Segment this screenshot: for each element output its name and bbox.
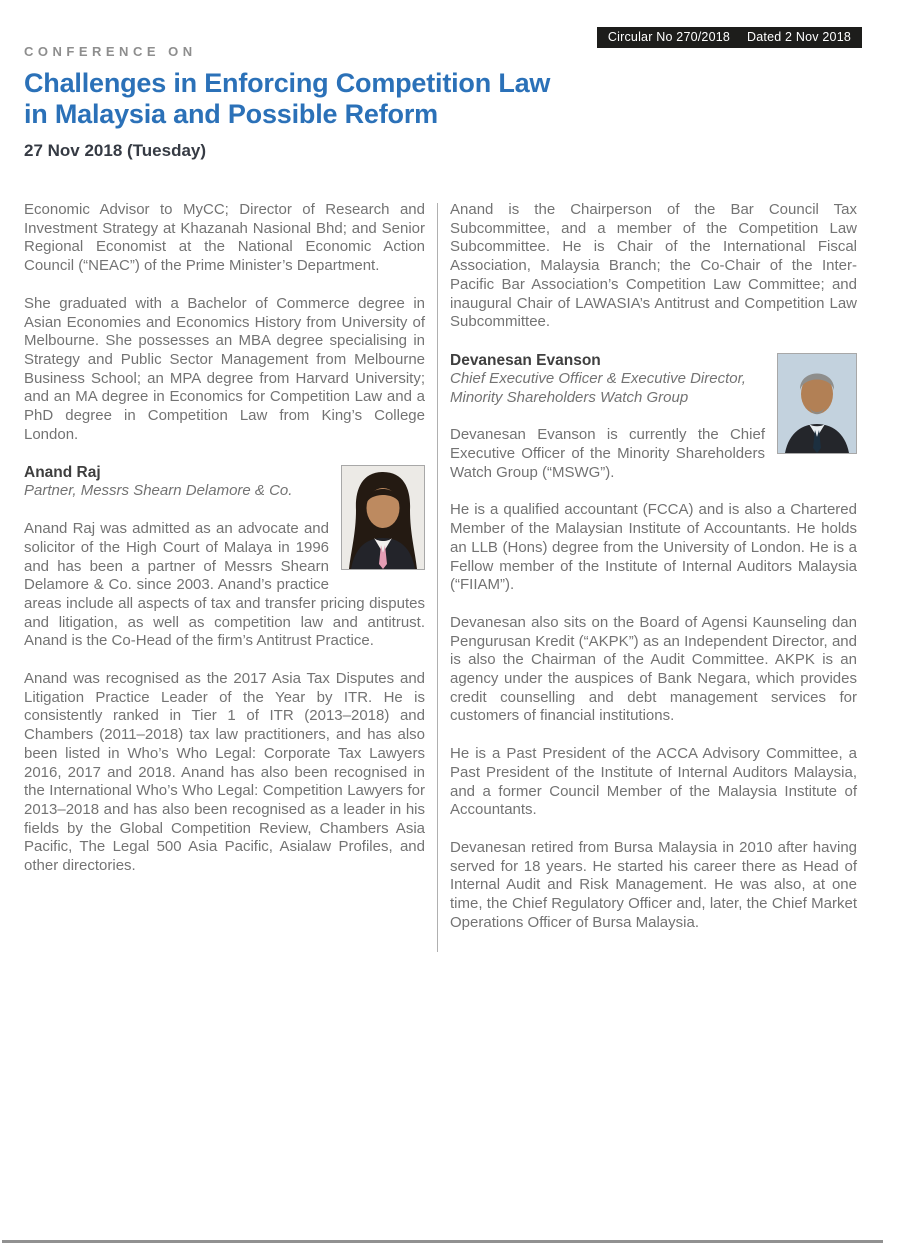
speaker-anand-raj: [24, 463, 425, 875]
portrait-illustration: [342, 466, 424, 569]
bio-paragraph: Devanesan Evanson is currently the Chief Executive Officer of the Minority Shareholders Watch Group (“MSWG”).: [450, 426, 765, 481]
conference-date: 27 Nov 2018 (Tuesday): [24, 140, 207, 160]
title-line-1: Challenges in Enforcing Competition Law: [24, 68, 551, 98]
portrait-illustration: [778, 354, 856, 453]
speaker-role-line-2: Minority Shareholders Watch Group: [450, 388, 689, 406]
bio-paragraph: He is a Past President of the ACCA Advisory Committee, a Past President of the Institute of Internal Auditors Malaysia, and a former Council Member of the Malaysia Institute of Accountants.: [450, 745, 857, 819]
column-divider: [437, 203, 438, 952]
anand-raj-photo: [341, 465, 425, 570]
speaker-devanesan-evanson: [450, 351, 857, 933]
circular-number: Circular No 270/2018: [607, 30, 731, 44]
conference-title: [24, 68, 604, 131]
bio-paragraph: He is a qualified accountant (FCCA) and is also a Chartered Member of the Malaysian Institute of Accountants. He holds an LLB (Hons) degree from the University of London. He is a Fellow member of the Institute of Internal Auditors Malaysia (“FIIAM”).: [450, 501, 857, 594]
bio-paragraph: Anand was recognised as the 2017 Asia Tax Disputes and Litigation Practice Leader of the Year by ITR. He is consistently ranked in Tier 1 of ITR (2013–2018) and Chambers (2011–2018) tax law practitioners, and has also been listed in Who’s Who Legal: Corporate Tax Lawyers 2016, 2017 and 2018. Anand has also been recognised in the International Who’s Who Legal: Competition Lawyers for 2013–2018 and has also been recognised as a leader in his fields by the Global Competition Review, Chambers Asia Pacific, The Legal 500 Asia Pacific, Asialaw Profiles, and other directories.: [24, 670, 425, 875]
right-column: [450, 201, 857, 952]
left-column: [24, 201, 425, 952]
bio-paragraph: Economic Advisor to MyCC; Director of Research and Investment Strategy at Khazanah Nasional Bhd; and Senior Regional Economist at the National Economic Action Council (“NEAC”) of the Prime Minister’s Department.: [24, 201, 425, 275]
speaker-name: Devanesan Evanson: [450, 351, 601, 369]
circular-badge: [597, 27, 862, 48]
devanesan-evanson-photo: [777, 353, 857, 454]
bio-paragraph: Devanesan also sits on the Board of Agensi Kaunseling dan Pengurusan Kredit (“AKPK”) as an Independent Director, and is also the Chairman of the Audit Committee. AKPK is an agency under the auspices of Bank Negara, which provides credit counselling and debt management services for customers of financial institutions.: [450, 613, 857, 725]
speaker-role: Partner, Messrs Shearn Delamore & Co.: [24, 482, 293, 500]
footer-divider: [2, 1240, 883, 1243]
bio-paragraph: She graduated with a Bachelor of Commerce degree in Asian Economies and Economics History from University of Melbourne. She possesses an MBA degree specialising in Strategy and Public Sector Management from Melbourne Business School; an MPA degree from Harvard University; and an MA degree in Economics for Competition Law and a PhD degree in Competition Law from King’s College London.: [24, 294, 425, 443]
speaker-role-line-1: Chief Executive Officer & Executive Director,: [450, 369, 746, 387]
speaker-name: Anand Raj: [24, 464, 101, 482]
bio-paragraph: Anand is the Chairperson of the Bar Council Tax Subcommittee, and a member of the Competition Law Subcommittee. He is Chair of the International Fiscal Association, Malaysia Branch; the Co-Chair of the Inter-Pacific Bar Association’s Competition Law Committee; and inaugural Chair of LAWASIA’s Antitrust and Competition Law Subcommittee.: [450, 201, 857, 331]
circular-date: Dated 2 Nov 2018: [747, 30, 851, 44]
conference-kicker: CONFERENCE ON: [24, 44, 197, 59]
title-line-2: in Malaysia and Possible Reform: [24, 99, 438, 130]
content-columns: [24, 201, 858, 952]
header: [24, 44, 604, 161]
bio-paragraph: Anand Raj was admitted as an advocate and solicitor of the High Court of Malaya in 1996 and has been a partner of Messrs Shearn Delamore & Co. since 2003. Anand’s practice areas include all aspects of tax and transfer pricing disputes and litigation, as well as competition law and antitrust. Anand is the Co-Head of the firm’s Antitrust Practice.: [24, 520, 425, 650]
bio-paragraph: Devanesan retired from Bursa Malaysia in 2010 after having served for 18 years. He started his career there as Head of Internal Audit and Risk Management. He was also, at one time, the Chief Regulatory Officer and, later, the Chief Market Operations Officer of Bursa Malaysia.: [450, 838, 857, 931]
